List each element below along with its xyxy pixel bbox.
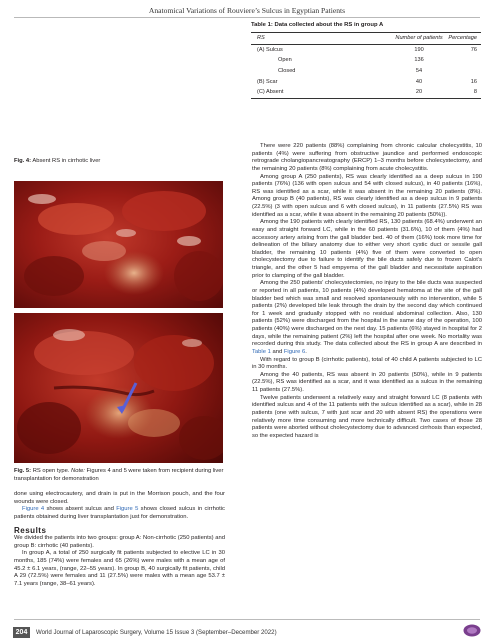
figure-6-link[interactable]: Figure 6 xyxy=(283,348,306,355)
paragraph: With regard to group B (cirrhotic patients), total of 40 child A patients subjected to LC in 30 months. xyxy=(252,356,482,371)
right-column xyxy=(252,143,482,440)
running-head: Anatomical Variations of Rouviere’s Sulcus in Egyptian Patients xyxy=(148,6,346,15)
figure-5-caption: Fig. 5: RS open type. Note: Figures 4 and 5 were taken from recipient during liver transplantation for demonstration xyxy=(14,468,224,482)
table-cell: Closed xyxy=(278,68,296,75)
figure-5-photo xyxy=(14,313,223,463)
paragraph: Figure 4 shows absent sulcus and Figure 5 shows closed sulcus in cirrhotic patients obtained during liver transplantation just for demonstration. xyxy=(14,506,225,520)
table-title: Table 1: Data collected about the RS in group A xyxy=(251,22,384,28)
figure-4-text: Absent RS in cirrhotic liver xyxy=(31,158,101,164)
table-row xyxy=(251,66,481,77)
page-number: 204 xyxy=(13,627,30,638)
table-row xyxy=(251,44,481,55)
table-row xyxy=(251,76,481,87)
data-table xyxy=(251,32,481,99)
header-rule xyxy=(14,17,480,18)
paragraph: Among the 250 patients’ cholecystectomies, no injury to the bile ducts was suspected or reported in all patients, 10 patients (4%) developed hematoma at the site of the gall bladder bed which was small and resolved spontaneously with no intervention, while 5 patients (2%) developed bile leak through the drain by the second day which continued for 1 week and gradually stopped with no residual abdominal collection. Also, 130 patients (52%) were discharged from the hospital in the same day of the operation, 100 patients (40%) were discharged on the next day. 15 patients (6%) stayed in hospital for 2 days, while the remaining patient (2%) left the hospital after one week. No mortality was recorded during this study. The data collected about the RS in group A are described in Table 1 and Figure 6. xyxy=(252,280,482,355)
table-cell: 8 xyxy=(473,89,477,96)
table-cell xyxy=(448,55,481,66)
journal-footer: World Journal of Laparoscopic Surgery, Volume 15 Issue 3 (September–December 2022) xyxy=(36,629,277,636)
table-cell: 136 xyxy=(414,57,424,64)
table-cell: 76 xyxy=(470,46,477,53)
table-row xyxy=(251,55,481,66)
paragraph: Among the 190 patients with clearly identified RS, 130 patients (68.4%) underwent an easy and straight forward LC, while in the 60 patients (31.6%), 10 of them (4%) had accessory artery arising from the gall bladder bed. 40 of them (16%) took more time for delineation of the biliary anatomy due to either very short cystic duct or sessile gall bladder, the remaining 10 patients (4%) five of them were converted to open cholecystectomy due to failure to identify the bile ducts safely due to frozen Calot’s triangle, and the other 5 had empyema of the gall bladder and necessitate aspiration prior to clamping of the gall bladder. xyxy=(252,219,482,279)
paragraph: In group A, a total of 250 surgically fit patients subjected to elective LC in 30 months, 185 (74%) were females and 65 (26%) were males with a mean age of 45.2 ± 6.1 years, (range, 22–55 years). In group B, 40 surgically fit patients, child A 29 (72.5%) were females and 11 (27.5%) were males with a mean age 53.7 ± 7.1 years (range, 38–61 years). xyxy=(14,550,225,587)
table-header: Number of patients xyxy=(395,35,443,42)
table-cell: 54 xyxy=(415,68,423,75)
table-1-link[interactable]: Table 1 xyxy=(252,348,271,355)
figure-4-photo xyxy=(14,181,223,308)
section-heading: Results xyxy=(14,525,47,535)
table-header: Percentage xyxy=(448,35,477,42)
figure-5-link[interactable]: Figure 5 xyxy=(116,506,139,513)
table-cell xyxy=(448,66,481,77)
table-row xyxy=(251,87,481,98)
table-header: RS xyxy=(257,35,265,42)
table-cell: 20 xyxy=(415,89,423,96)
table-cell: (A) Sulcus xyxy=(257,46,283,53)
table-cell: (B) Scar xyxy=(257,78,278,85)
table-cell: (C) Absent xyxy=(257,89,284,96)
footer-rule xyxy=(14,619,480,620)
paragraph: done using electrocautery, and drain is put in the Morrison pouch, and the four wounds were closed. xyxy=(14,491,225,505)
paragraph: There were 220 patients (88%) complaining from chronic calcular cholecystitis, 10 patients (4%) were suffering from obstructive jaundice and performed endoscopic retrograde cholangiopancreatography (ERCP) 1–3 months before cholecystectomy, and the remaining 20 patients (8%) complaining from acute cholecystitis. xyxy=(252,143,482,172)
figure-4-label: Fig. 4: xyxy=(14,158,32,164)
paragraph: Among group A (250 patients), RS was clearly identified as a deep sulcus in 190 patients (76%) (136 with open sulcus and 54 with closed sulcus), in 40 patients (16%), RS was identified as a scar, while it was absent in the remaining 20 patients (8%). Among group B (40 patients), RS was clearly identified as a deep sulcus in 9 patients (22.5%) (3 with open sulcus and 6 with closed sulcus), in 11 patients (27.5%) RS was identified as a scar, while it was absent in the remaining 20 patients (50%)). xyxy=(252,173,482,218)
publisher-logo-icon xyxy=(463,624,481,637)
paragraph: Among the 40 patients, RS was absent in 20 patients (50%), while in 9 patients (22.5%), RS was identified as a scar, and it was identified as a sulcus in the remaining 11 patients (27.5%). xyxy=(252,371,482,393)
figure-4-caption xyxy=(14,158,100,166)
left-column xyxy=(14,491,225,589)
table-cell: 40 xyxy=(415,78,423,85)
table-cell: Open xyxy=(278,57,292,64)
paragraph: We divided the patients into two groups: group A: Non-cirrhotic (250 patients) and group B: cirrhotic (40 patients). xyxy=(14,535,225,549)
table-cell: 190 xyxy=(414,46,424,53)
figure-4-link[interactable]: Figure 4 xyxy=(22,506,45,513)
table-cell: 16 xyxy=(470,78,477,85)
table-header-row xyxy=(251,33,481,45)
paragraph: Twelve patients underwent a relatively easy and straight forward LC (8 patients with identified sulcus and 4 of the 11 patients with the sulcus identified as a scar), while in 28 patients (one with sulcus, 7 with just scar and 20 with absent RS) the operations were relatively more time consuming and more technically difficult. Two cases of those 28 patients were aborted without cholecystectomy due to advanced cirrhosis than expected, so the expected hazard is xyxy=(252,394,482,439)
figure-5-label: Fig. 5: xyxy=(14,468,32,474)
